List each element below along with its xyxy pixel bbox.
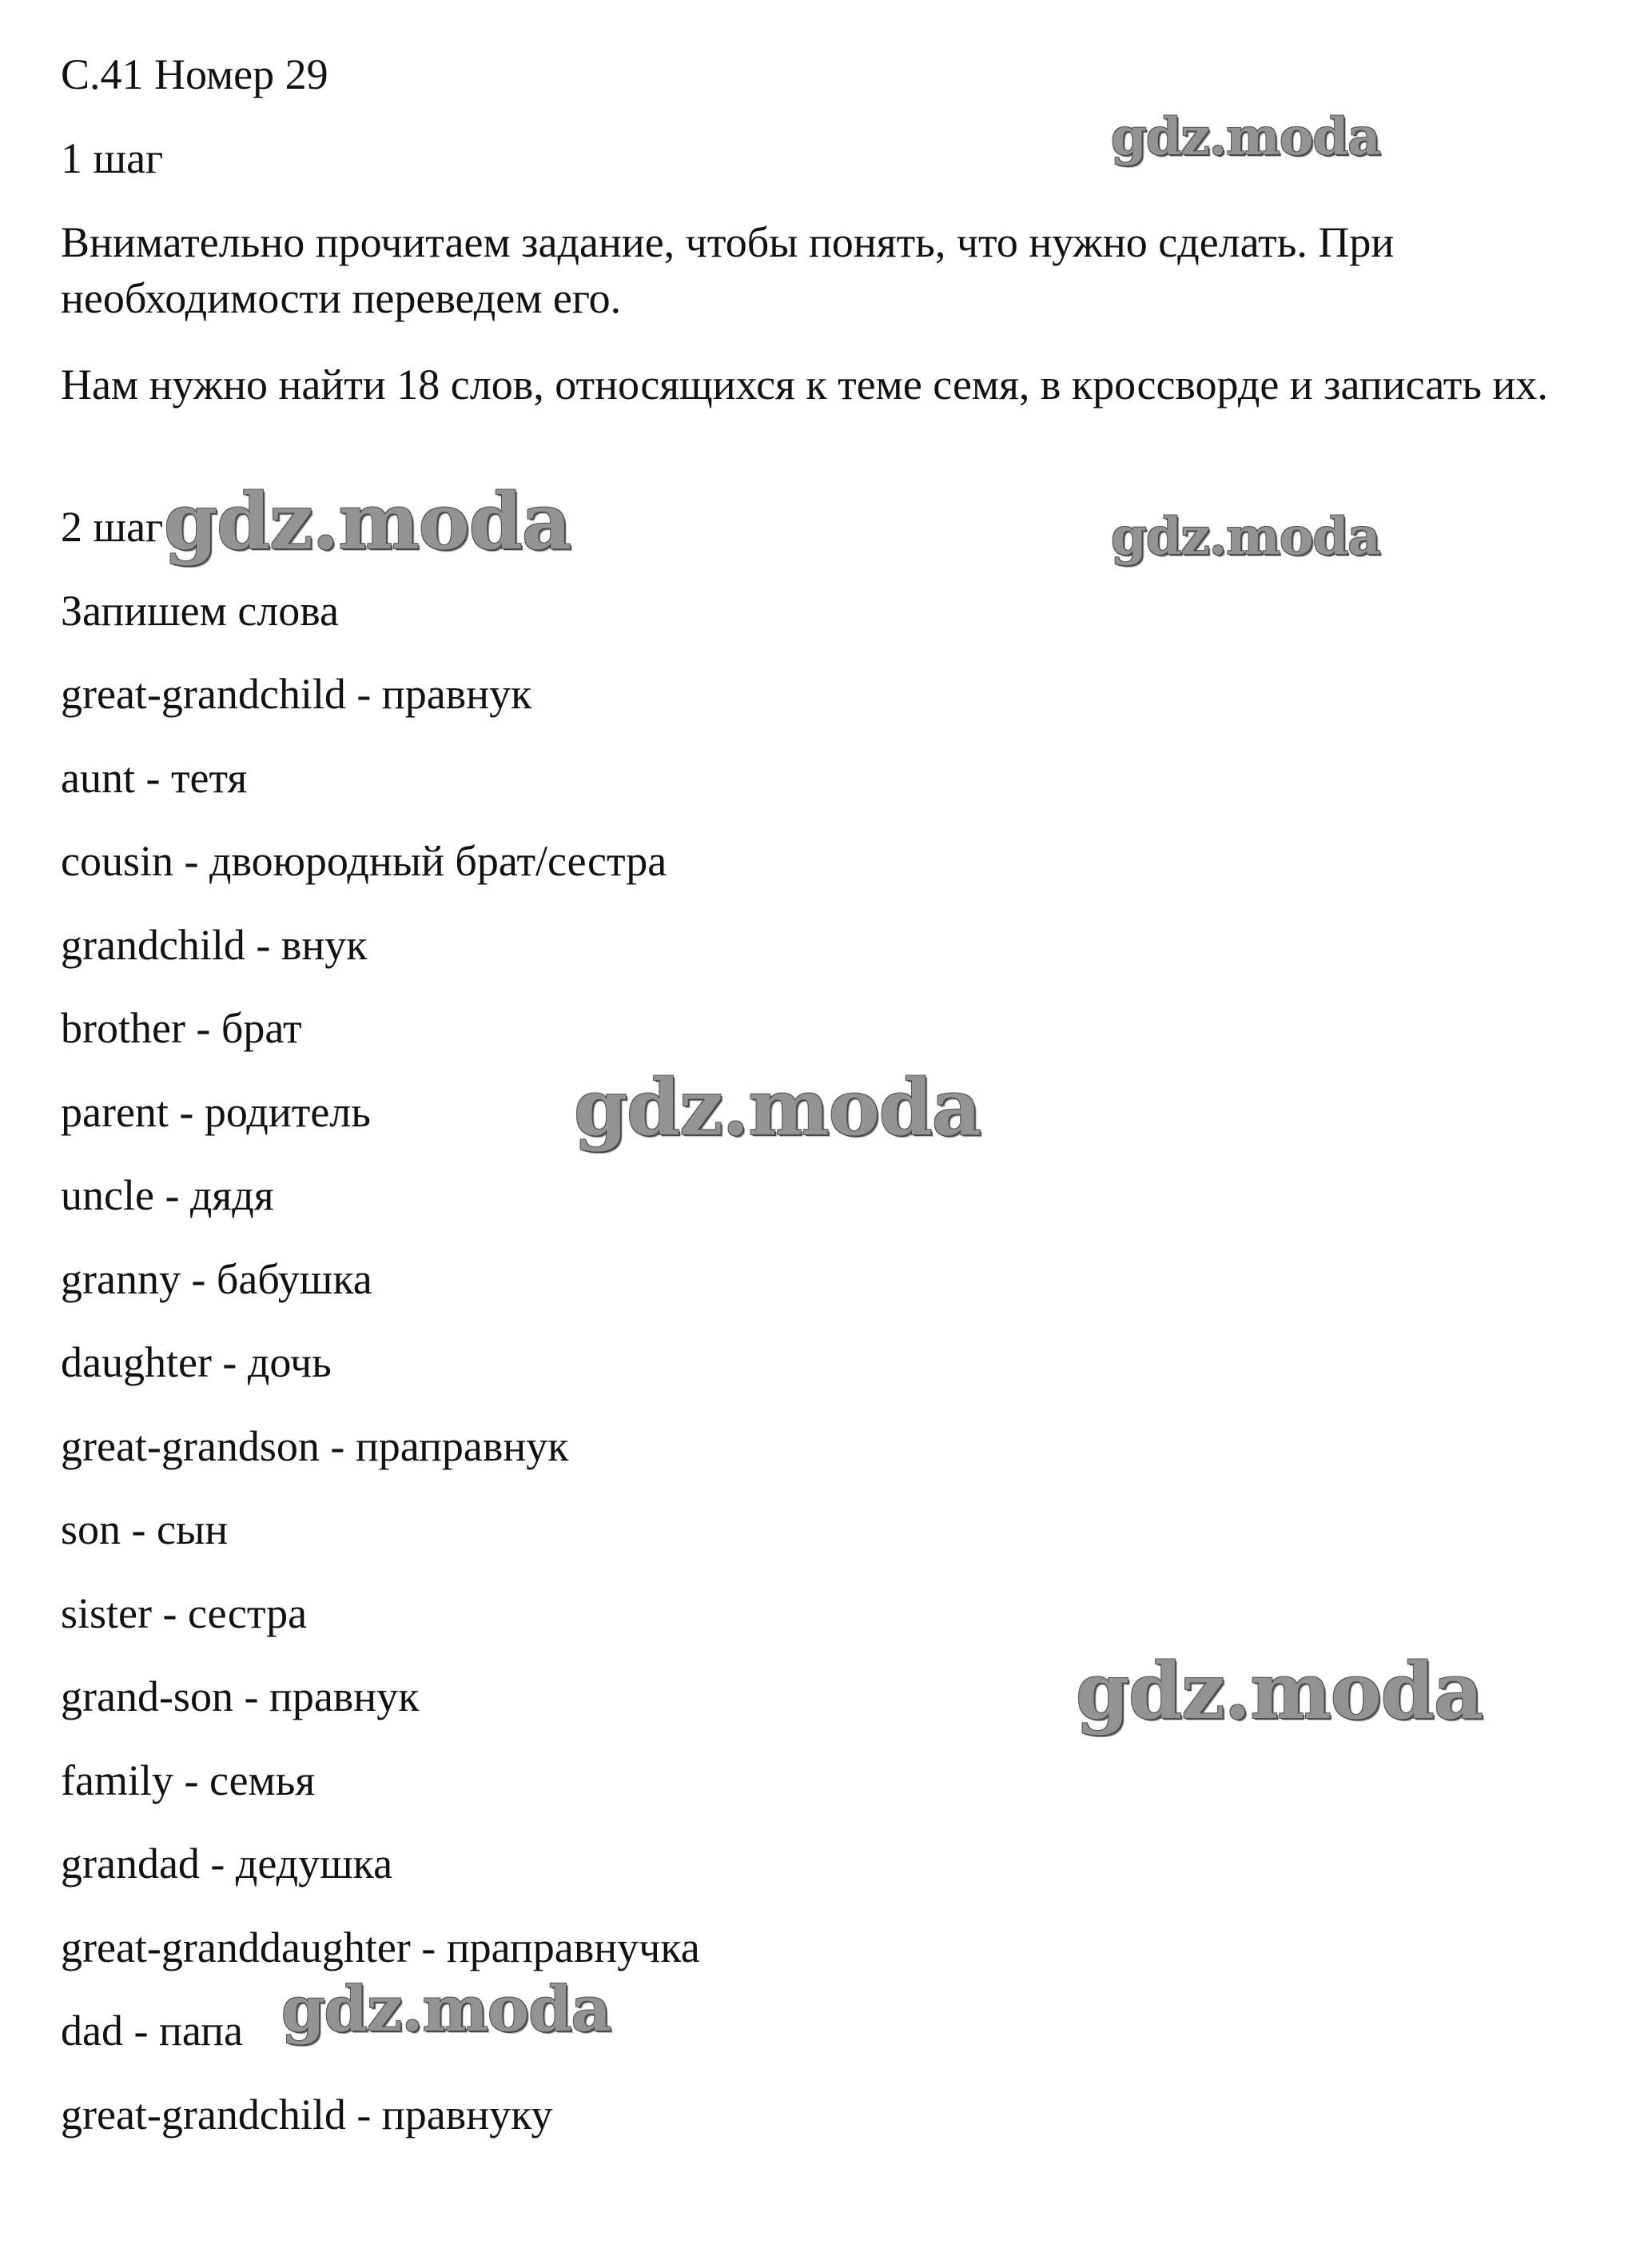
watermark: gdz.moda — [164, 476, 571, 567]
word-entry: aunt - тетя — [61, 754, 248, 802]
word-entry: great-grandchild - правнуку — [61, 2091, 553, 2138]
step-2-intro: Запишем слова — [61, 587, 339, 635]
watermark: gdz.moda — [1111, 507, 1380, 567]
word-entry: uncle - дядя — [61, 1171, 274, 1219]
watermark: gdz.moda — [574, 1062, 981, 1153]
word-entry: grand-son - правнук — [61, 1672, 420, 1720]
word-entry: grandchild - внук — [61, 921, 368, 969]
word-entry: brother - брат — [61, 1004, 302, 1052]
word-entry: great-grandchild - правнук — [61, 670, 532, 718]
watermark: gdz.moda — [1076, 1646, 1483, 1736]
page-title: С.41 Номер 29 — [61, 50, 328, 98]
word-entry: family - семья — [61, 1756, 316, 1804]
word-entry: granny - бабушка — [61, 1255, 372, 1303]
step-1-paragraph-2: Нам нужно найти 18 слов, относящихся к теме семя, в кроссворде и записать их. — [61, 361, 1548, 409]
word-entry: cousin - двоюродный брат/сестра — [61, 837, 667, 885]
word-entry: dad - папа — [61, 2007, 243, 2055]
step-1-paragraph-1: Внимательно прочитаем задание, чтобы понять, что нужно сделать. При необходимости переведем его. — [61, 218, 1395, 322]
watermark: gdz.moda — [1111, 107, 1380, 167]
word-entry: sister - сестра — [61, 1589, 308, 1637]
word-entry: parent - родитель — [61, 1088, 371, 1136]
word-entry: son - сын — [61, 1505, 229, 1553]
word-entry: great-granddaughter - праправнучка — [61, 1923, 700, 1971]
step-1-label: 1 шаг — [61, 134, 164, 182]
word-entry: daughter - дочь — [61, 1338, 332, 1386]
step-2-label: 2 шаг — [61, 503, 164, 551]
watermark: gdz.moda — [281, 1973, 611, 2046]
word-entry: grandad - дедушка — [61, 1840, 393, 1887]
word-entry: great-grandson - праправнук — [61, 1422, 569, 1470]
